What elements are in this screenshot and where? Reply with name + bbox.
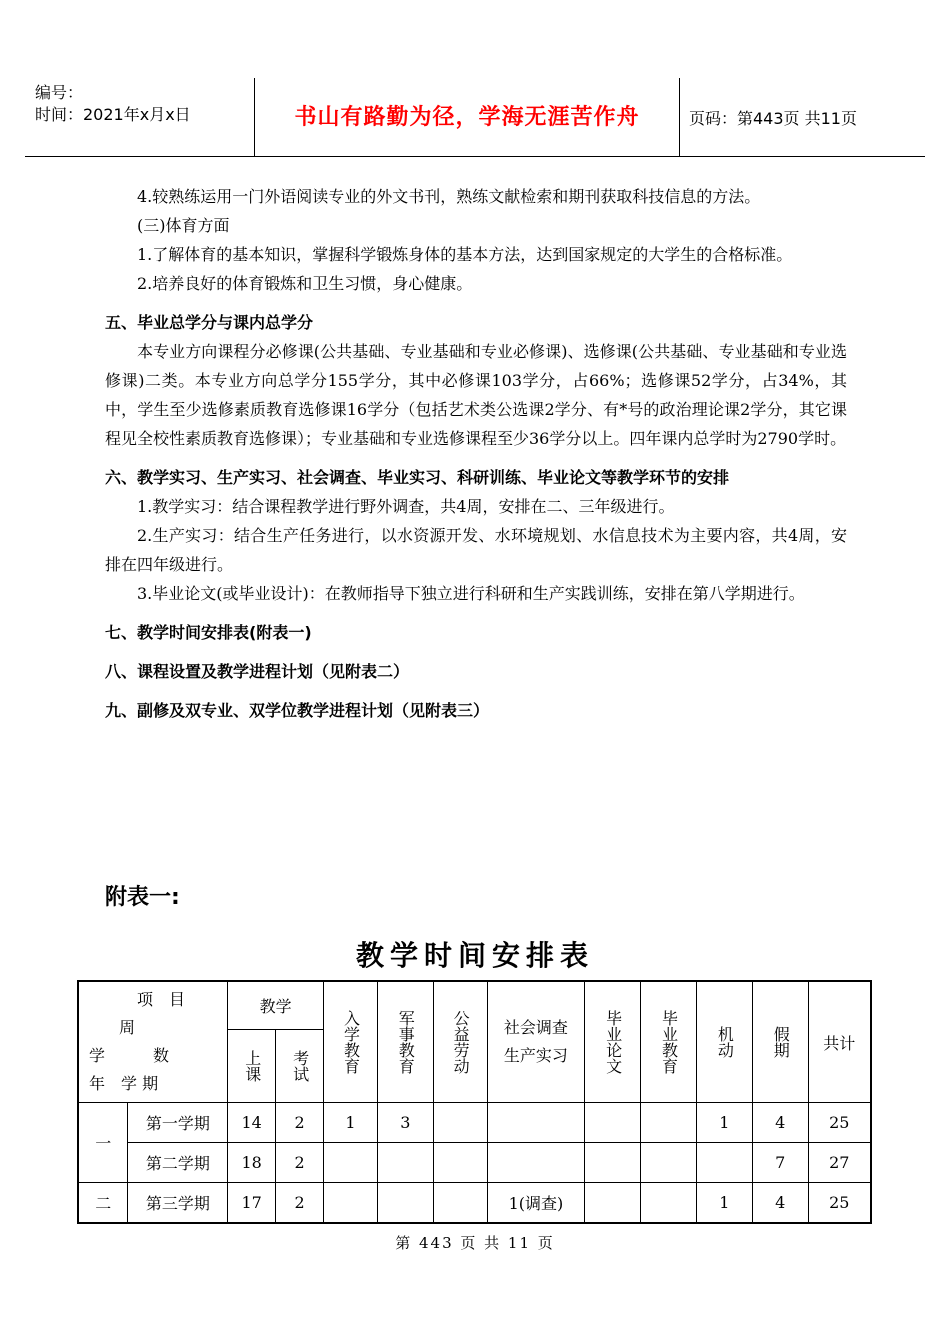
cell-biyejy [641, 1143, 697, 1183]
paragraph: 1.了解体育的基本知识，掌握科学锻炼身体的基本方法，达到国家规定的大学生的合格标准。 [137, 245, 793, 264]
cell-kaoshi: 2 [276, 1143, 324, 1183]
table-row [78, 1183, 871, 1223]
section-heading: 九、副修及双专业、双学位教学进程计划（见附表三） [105, 701, 490, 720]
header-jidong: 机动 [696, 981, 752, 1103]
cell-junshi: 3 [377, 1103, 433, 1143]
cell-total: 27 [808, 1143, 871, 1183]
cell-total: 25 [808, 1183, 871, 1223]
paragraph: 本专业方向课程分必修课(公共基础、专业基础和专业必修课)、选修课(公共基础、专业基础和专业选修课)二类。本专业方向总学分155学分，其中必修课103学分，占66%；选修课52学分，占34%，其中，学生至少选修素质教育选修课16学分（包括艺术类公选课2学分、有*号的政治理论课2学分，其它课程见全校性素质教育选修课）；专业基础和专业选修课程至少36学分以上。四年课内总学时为2790学时。 [105, 342, 847, 448]
cell-shangke: 17 [228, 1183, 276, 1223]
page-header [25, 78, 925, 157]
cell-term: 第三学期 [128, 1183, 228, 1223]
cell-biyejy [641, 1103, 697, 1143]
section-heading: 六、教学实习、生产实习、社会调查、毕业实习、科研训练、毕业论文等教学环节的安排 [105, 468, 730, 487]
cell-kaoshi: 2 [276, 1103, 324, 1143]
paragraph: (三)体育方面 [137, 216, 230, 235]
table-title: 教学时间安排表 [355, 939, 594, 972]
cell-shangke: 14 [228, 1103, 276, 1143]
cell-gongyi [433, 1183, 487, 1223]
header-ruxue: 入学教育 [324, 981, 378, 1103]
cell-jidong [696, 1143, 752, 1183]
cell-jiaqi: 7 [752, 1143, 808, 1183]
paragraph: 3.毕业论文(或毕业设计)：在教师指导下独立进行科研和生产实践训练，安排在第八学期进行。 [137, 584, 805, 603]
cell-jiaqi: 4 [752, 1183, 808, 1223]
cell-kaoshi: 2 [276, 1183, 324, 1223]
header-meta [35, 82, 191, 126]
paragraph: 4.较熟练运用一门外语阅读专业的外文书刊，熟练文献检索和期刊获取科技信息的方法。 [137, 187, 761, 206]
paragraph: 2.生产实习：结合生产任务进行，以水资源开发、水环境规划、水信息技术为主要内容，共4周，安排在四年级进行。 [105, 526, 847, 574]
paragraph: 1.教学实习：结合课程教学进行野外调查，共4周，安排在二、三年级进行。 [137, 497, 675, 516]
cell-social: 1(调查) [487, 1183, 585, 1223]
code-label: 编号： [35, 83, 84, 102]
header-page-info: 页码：第443页 共11页 [689, 109, 857, 128]
page-footer: 第 443 页 共 11 页 [395, 1234, 555, 1252]
time-label: 时间：2021年x月x日 [35, 105, 191, 124]
section-heading: 七、教学时间安排表(附表一) [105, 623, 312, 642]
header-kaoshi: 考试 [276, 1029, 324, 1102]
table-row [78, 1103, 871, 1143]
document-body [105, 182, 847, 725]
cell-junshi [377, 1143, 433, 1183]
header-biyejy: 毕业教育 [641, 981, 697, 1103]
header-divider [679, 78, 680, 156]
cell-gongyi [433, 1103, 487, 1143]
header-junshi: 军事教育 [377, 981, 433, 1103]
cell-junshi [377, 1183, 433, 1223]
cell-ruxue: 1 [324, 1103, 378, 1143]
corner-xue-shu: 学 数 [89, 1046, 170, 1065]
header-jiaqi: 假期 [752, 981, 808, 1103]
cell-biyejy [641, 1183, 697, 1223]
schedule-table [77, 980, 872, 1224]
header-gongyi: 公益劳动 [433, 981, 487, 1103]
cell-term: 第一学期 [128, 1103, 228, 1143]
cell-total: 25 [808, 1103, 871, 1143]
header-shangke: 上课 [228, 1029, 276, 1102]
header-motto: 书山有路勤为径，学海无涯苦作舟 [294, 105, 640, 130]
table-corner-header [78, 981, 228, 1103]
header-social-line1: 社会调查 [503, 1018, 568, 1037]
corner-year-term: 年 学 期 [89, 1074, 159, 1093]
cell-social [487, 1143, 585, 1183]
cell-term: 第二学期 [128, 1143, 228, 1183]
header-social-line2: 生产实习 [503, 1046, 568, 1065]
cell-lunwen [585, 1143, 641, 1183]
header-total: 共计 [808, 981, 871, 1103]
cell-shangke: 18 [228, 1143, 276, 1183]
cell-jidong: 1 [696, 1183, 752, 1223]
corner-item: 项 目 [137, 990, 186, 1009]
cell-jiaqi: 4 [752, 1103, 808, 1143]
header-lunwen: 毕业论文 [585, 981, 641, 1103]
cell-year: 一 [78, 1103, 128, 1183]
table-row [78, 1143, 871, 1183]
header-social [487, 981, 585, 1103]
header-teaching: 教学 [228, 981, 324, 1029]
cell-ruxue [324, 1183, 378, 1223]
cell-year: 二 [78, 1183, 128, 1223]
appendix-label: 附表一: [105, 885, 180, 910]
cell-lunwen [585, 1103, 641, 1143]
cell-social [487, 1103, 585, 1143]
cell-lunwen [585, 1183, 641, 1223]
section-heading: 八、课程设置及教学进程计划（见附表二） [105, 662, 410, 681]
section-heading: 五、毕业总学分与课内总学分 [105, 313, 314, 332]
cell-ruxue [324, 1143, 378, 1183]
cell-jidong: 1 [696, 1103, 752, 1143]
paragraph: 2.培养良好的体育锻炼和卫生习惯，身心健康。 [137, 274, 473, 293]
cell-gongyi [433, 1143, 487, 1183]
corner-week: 周 [119, 1018, 136, 1037]
